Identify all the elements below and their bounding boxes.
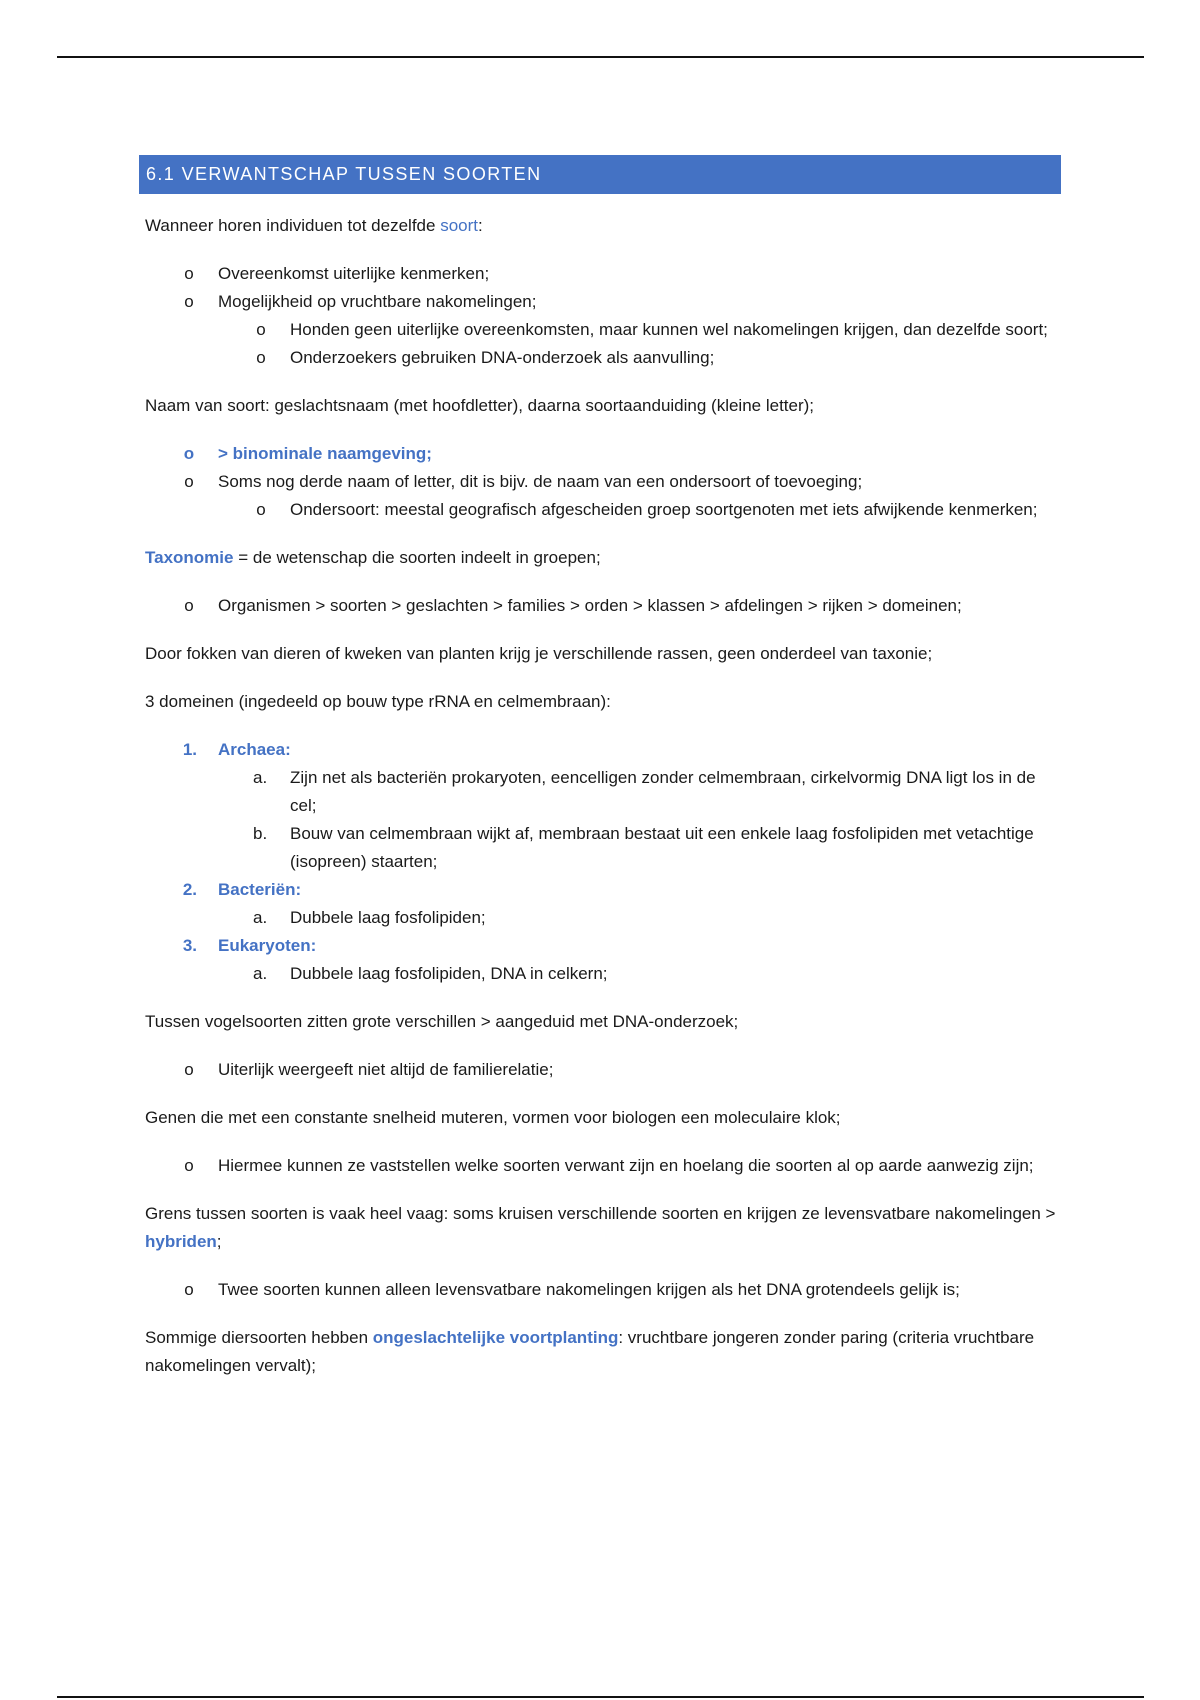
bullet-marker: o <box>184 292 194 311</box>
list-item: a. Dubbele laag fosfolipiden; <box>139 904 1061 932</box>
bullet-marker: o <box>184 1156 194 1175</box>
header-rule <box>57 56 1144 58</box>
list-item: a. Dubbele laag fosfolipiden, DNA in celkern; <box>139 960 1061 988</box>
bullet-marker: o <box>184 1060 194 1079</box>
domain-item-archaea <box>139 736 1061 764</box>
list-naamgeving <box>139 440 1061 524</box>
bullet-marker: o <box>184 264 194 283</box>
letter-marker: b. <box>253 824 268 843</box>
list-item: o Twee soorten kunnen alleen levensvatbare nakomelingen krijgen als het DNA grotendeels gelijk is; <box>139 1276 1061 1304</box>
list-hybriden <box>139 1276 1061 1304</box>
list-taxonomie <box>139 592 1061 620</box>
list-item: o Soms nog derde naam of letter, dit is bijv. de naam van een ondersoort of toevoeging; <box>139 468 1061 496</box>
bullet-marker: o <box>256 320 266 339</box>
paragraph-moleculaire-klok: Genen die met een constante snelheid muteren, vormen voor biologen een moleculaire klok; <box>145 1108 841 1127</box>
list-item <box>139 440 1061 468</box>
domain-name: Eukaryoten: <box>218 936 317 955</box>
letter-marker: a. <box>253 768 268 787</box>
paragraph-rassen: Door fokken van dieren of kweken van planten krijg je verschillende rassen, geen onderdeel van taxonie; <box>145 644 933 663</box>
term-taxonomie: Taxonomie <box>145 548 234 567</box>
bullet-marker: o <box>184 1280 194 1299</box>
letter-marker: a. <box>253 964 268 983</box>
bullet-marker: o <box>184 472 194 491</box>
letter-marker: a. <box>253 908 268 927</box>
domain-item-eukaryoten <box>139 932 1061 960</box>
paragraph-domeinen: 3 domeinen (ingedeeld op bouw type rRNA en celmembraan): <box>145 692 611 711</box>
list-domeinen <box>139 736 1061 988</box>
list-uiterlijk <box>139 1056 1061 1084</box>
domain-item-bacterien <box>139 876 1061 904</box>
term-soort: soort <box>440 216 478 235</box>
number-marker: 2. <box>182 880 197 899</box>
paragraph-taxonomie: Taxonomie = de wetenschap die soorten indeelt in groepen; <box>145 548 601 567</box>
term-binominale-naamgeving: > binominale naamgeving; <box>218 444 432 463</box>
section-heading: 6.1 VERWANTSCHAP TUSSEN SOORTEN <box>139 155 1061 194</box>
term-hybriden: hybriden <box>145 1232 217 1251</box>
list-item: o Honden geen uiterlijke overeenkomsten, maar kunnen wel nakomelingen krijgen, dan dezelfde soort; <box>139 316 1061 344</box>
footer-rule <box>57 1696 1144 1698</box>
domain-name: Archaea: <box>218 740 291 759</box>
paragraph-vogelsoorten: Tussen vogelsoorten zitten grote verschillen > aangeduid met DNA-onderzoek; <box>145 1012 739 1031</box>
number-marker: 1. <box>182 740 197 759</box>
list-item: o Organismen > soorten > geslachten > families > orden > klassen > afdelingen > rijken > domeinen; <box>139 592 1061 620</box>
bullet-marker: o <box>184 596 194 615</box>
number-marker: 3. <box>182 936 197 955</box>
list-item: o Mogelijkheid op vruchtbare nakomelingen; <box>139 288 1061 316</box>
domain-name: Bacteriën: <box>218 880 302 899</box>
list-item: o Onderzoekers gebruiken DNA-onderzoek als aanvulling; <box>139 344 1061 372</box>
term-ongeslachtelijke-voortplanting: ongeslachtelijke voortplanting <box>372 1328 619 1347</box>
bullet-marker: o <box>256 348 266 367</box>
list-item: o Hiermee kunnen ze vaststellen welke soorten verwant zijn en hoelang die soorten al op aarde aanwezig zijn; <box>139 1152 1061 1180</box>
bullet-marker: o <box>256 500 266 519</box>
list-item: o Uiterlijk weergeeft niet altijd de familierelatie; <box>139 1056 1061 1084</box>
list-klok <box>139 1152 1061 1180</box>
page-content <box>139 155 1061 1380</box>
paragraph-hybriden: Grens tussen soorten is vaak heel vaag: soms kruisen verschillende soorten en krijgen ze levensvatbare nakomelingen > hybriden; <box>145 1204 1056 1251</box>
paragraph-voortplanting: Sommige diersoorten hebben ongeslachtelijke voortplanting: vruchtbare jongeren zonder paring (criteria vruchtbare nakomelingen vervalt); <box>145 1328 1035 1375</box>
paragraph-naam: Naam van soort: geslachtsnaam (met hoofdletter), daarna soortaanduiding (kleine letter); <box>145 396 815 415</box>
list-item: a. Zijn net als bacteriën prokaryoten, eencelligen zonder celmembraan, cirkelvormig DNA ligt los in de cel; <box>139 764 1061 820</box>
bullet-marker: o <box>183 444 195 463</box>
list-soort-criteria <box>139 260 1061 372</box>
list-item: o Overeenkomst uiterlijke kenmerken; <box>139 260 1061 288</box>
paragraph-soort: Wanneer horen individuen tot dezelfde soort: <box>145 216 483 235</box>
list-item: o Ondersoort: meestal geografisch afgescheiden groep soortgenoten met iets afwijkende kenmerken; <box>139 496 1061 524</box>
list-item: b. Bouw van celmembraan wijkt af, membraan bestaat uit een enkele laag fosfolipiden met vetachtige (isopreen) staarten; <box>139 820 1061 876</box>
